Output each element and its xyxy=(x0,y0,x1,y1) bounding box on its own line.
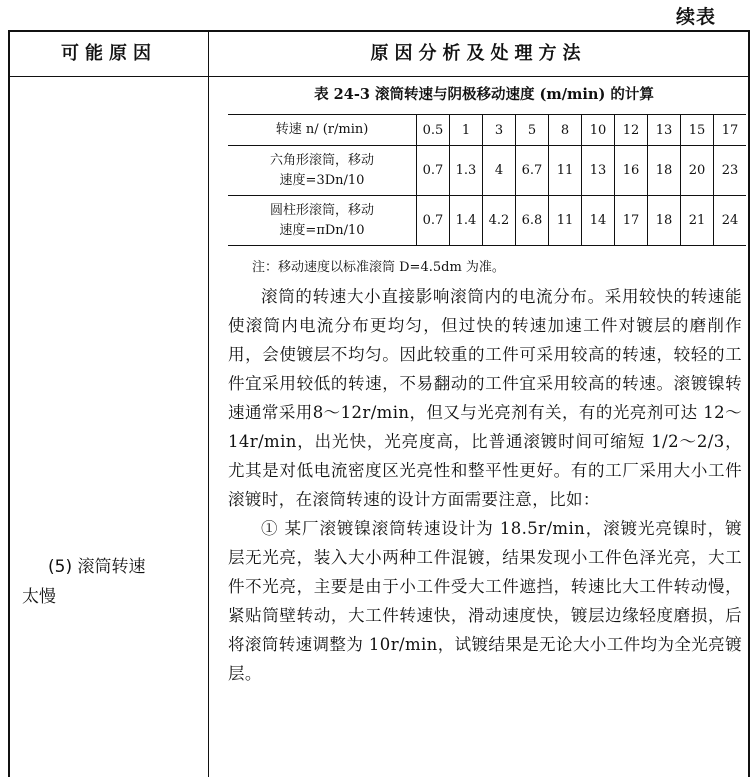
cause-cell xyxy=(22,552,204,612)
table-frame xyxy=(8,30,750,777)
row-label-line: 圆柱形滚筒，移动 xyxy=(269,202,374,218)
column-divider xyxy=(208,32,209,777)
table-cell: 0.7 xyxy=(417,146,450,196)
table-row xyxy=(228,146,746,196)
header-row xyxy=(10,32,748,77)
row-label-cylindrical xyxy=(228,196,417,246)
table-cell: 10 xyxy=(582,115,615,146)
table-cell: 6.8 xyxy=(516,196,549,246)
row-label-line: 速度=πDn/10 xyxy=(279,222,365,238)
table-cell: 6.7 xyxy=(516,146,549,196)
table-cell: 1.4 xyxy=(450,196,483,246)
header-analysis: 原因分析及处理方法 xyxy=(370,43,587,64)
table-cell: 0.5 xyxy=(417,115,450,146)
table-cell: 8 xyxy=(549,115,582,146)
table-cell: 17 xyxy=(615,196,648,246)
table-cell: 15 xyxy=(681,115,714,146)
paragraph-speed-effect: 滚筒的转速大小直接影响滚筒内的电流分布。采用较快的转速能使滚筒内电流分布更均匀，但过快的转速加速工件对镀层的磨削作用，会使镀层不均匀。因此较重的工件可采用较高的转速，较轻的工件宜采用较低的转速，不易翻动的工件宜采用较高的转速。滚镀镍转速通常采用8～12r/min，但又与光亮剂有关，有的光亮剂可达 12～14r/min，出光快，光亮度高，比普通滚镀时间可缩短 1/2～2/3，尤其是对低电流密度区光亮性和整平性更好。有的工厂采用大小工件滚镀时，在滚筒转速的设计方面需要注意，比如： xyxy=(228,287,742,509)
cause-text: 太慢 xyxy=(22,587,56,607)
table-title: 表 24-3 滚筒转速与阴极移动速度 (m/min) 的计算 xyxy=(314,86,654,103)
cause-number: (5) 滚筒转速 xyxy=(48,557,146,577)
table-row xyxy=(228,196,746,246)
row-label-speed: 转速 n/ (r/min) xyxy=(228,115,417,146)
table-cell: 11 xyxy=(549,196,582,246)
continued-label: 续表 xyxy=(675,6,716,28)
row-label-hexagonal xyxy=(228,146,417,196)
analysis-cell xyxy=(222,78,746,688)
table-cell: 11 xyxy=(549,146,582,196)
table-cell: 18 xyxy=(648,196,681,246)
header-cause: 可能原因 xyxy=(61,43,157,64)
table-cell: 1 xyxy=(450,115,483,146)
speed-table xyxy=(228,114,746,246)
table-cell: 4 xyxy=(483,146,516,196)
table-cell: 0.7 xyxy=(417,196,450,246)
table-cell: 5 xyxy=(516,115,549,146)
table-cell: 17 xyxy=(714,115,747,146)
table-cell: 24 xyxy=(714,196,747,246)
row-label-line: 六角形滚筒，移动 xyxy=(269,152,374,168)
paragraph-case-example: ① 某厂滚镀镍滚筒转速设计为 18.5r/min，滚镀光亮镍时，镀层无光亮，装入大小两种工件混镀，结果发现小工件色泽光亮，大工件不光亮，主要是由于小工件受大工件遮挡，转速比大工件转动慢，紧贴筒壁转动，大工件转速快，滑动速度快，镀层边缘轻度磨损，后将滚筒转速调整为 10r/min，试镀结果是无论大小工件均为全光亮镀层。 xyxy=(228,519,742,683)
table-cell: 4.2 xyxy=(483,196,516,246)
table-row xyxy=(228,115,746,146)
row-label-line: 速度=3Dn/10 xyxy=(279,172,365,188)
table-cell: 16 xyxy=(615,146,648,196)
table-cell: 21 xyxy=(681,196,714,246)
table-note: 注：移动速度以标准滚筒 D=4.5dm 为准。 xyxy=(252,260,505,275)
table-cell: 12 xyxy=(615,115,648,146)
table-cell: 18 xyxy=(648,146,681,196)
table-cell: 3 xyxy=(483,115,516,146)
table-cell: 1.3 xyxy=(450,146,483,196)
table-cell: 14 xyxy=(582,196,615,246)
table-cell: 20 xyxy=(681,146,714,196)
table-cell: 13 xyxy=(648,115,681,146)
table-cell: 23 xyxy=(714,146,747,196)
table-cell: 13 xyxy=(582,146,615,196)
